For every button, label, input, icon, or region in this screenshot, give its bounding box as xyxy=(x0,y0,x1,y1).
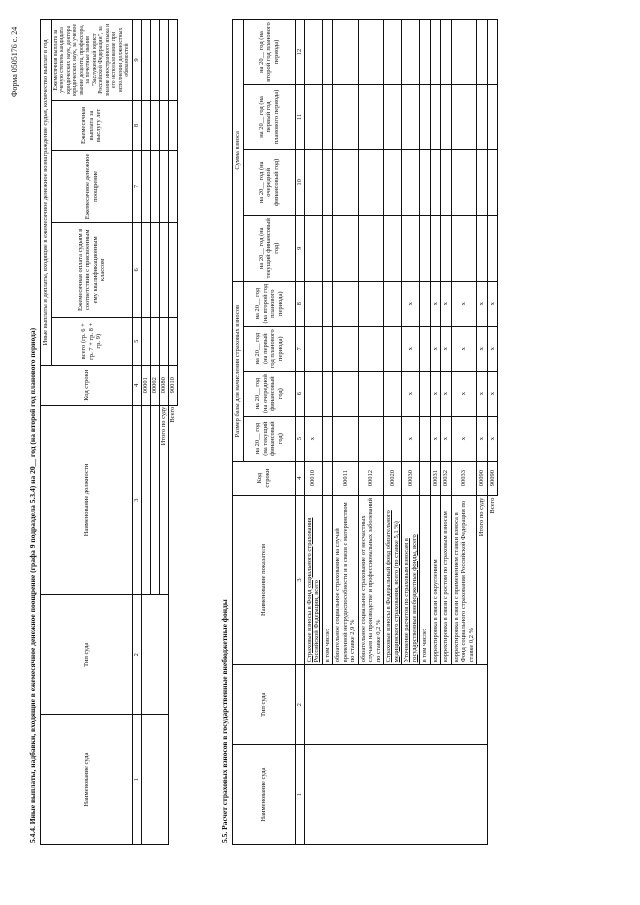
indicator-label: корректировка в связи с ростом по страховым взносам xyxy=(441,495,452,665)
t2-num: 8 xyxy=(295,281,304,326)
row-code: 00002 xyxy=(150,365,159,405)
row-code xyxy=(420,461,431,495)
t2-num: 2 xyxy=(295,665,304,745)
row-code xyxy=(322,461,333,495)
row-code: 00001 xyxy=(141,365,150,405)
section-2-title: 5.5. Расчет страховых взносов в государственные внебюджетные фонды xyxy=(220,599,229,843)
t1-h-type: Тип суда xyxy=(41,595,133,715)
form-code: Форма 0505176 с. 24 xyxy=(10,26,19,97)
indicator-label: корректировка в связи с округлением xyxy=(430,495,441,665)
x-mark: x xyxy=(487,371,498,416)
indicator-label: Страховые взносы в Федеральный фонд обязательного медицинского страхования, всего (по ставке 5,1 %) xyxy=(384,495,402,665)
row-code: 00090 xyxy=(477,461,488,495)
row-code: 00010 xyxy=(304,461,322,495)
row-code: 00011 xyxy=(333,461,359,495)
x-mark: x xyxy=(430,416,441,461)
x-mark: x xyxy=(477,281,488,326)
x-mark: x xyxy=(451,416,477,461)
t1-h-group: Иные выплаты и доплаты, входящие в ежемесячное денежное вознаграждение судьи, количество выплат в год xyxy=(41,20,52,366)
row-code: 90090 xyxy=(487,461,498,495)
vsego-row xyxy=(487,20,498,845)
row-code: 00020 xyxy=(384,461,402,495)
table-2 xyxy=(232,19,498,845)
indicator-label: Страховые взносы в Фонд социального страхования Российской Федерации, всего xyxy=(304,495,322,665)
t1-h-g9: Ежемесячная выплата за ученую степень кандидата юридических наук, доктора юридических наук, за ученое звание доцента, профессора, за почетные звания "Заслуженный юрист Российской Федерации", за знание иностранного языка и его использование при исполнении должностных обязанностей xyxy=(51,20,132,101)
t1-h-total: всего (гр. 6 + гр. 7 + гр. 8 + гр. 9) xyxy=(51,317,132,365)
t2-num: 11 xyxy=(295,84,304,149)
indicator-label: Уточнение расчетов по страховым взносам в государственные внебюджетные фонды, всего xyxy=(402,495,420,665)
x-mark: x xyxy=(304,416,322,461)
table-row xyxy=(141,20,150,845)
t2-h-period: на 20__ год (на очередной финансовый год) xyxy=(243,149,295,215)
x-mark: x xyxy=(477,326,488,371)
x-mark: x xyxy=(477,416,488,461)
t1-num: 9 xyxy=(132,20,141,101)
t1-num: 1 xyxy=(132,715,141,845)
indicator-label: обязательное социальное страхование от несчастных случаев на производстве и профессиональных заболеваний по ставке 0,2 % xyxy=(358,495,384,665)
t2-num: 6 xyxy=(295,371,304,416)
x-mark: x xyxy=(441,326,452,371)
t2-h-sum: Сумма взноса xyxy=(233,20,244,282)
section-1-title: 5.4.4. Иные выплаты, надбавки, входящие в ежемесячное денежное поощрение (графа 9 подраздела 5.3.4) на 20__ год (на второй год планового периода) xyxy=(28,327,37,843)
t2-num: 12 xyxy=(295,20,304,85)
t1-num: 3 xyxy=(132,405,141,595)
vsego-row xyxy=(168,20,177,845)
x-mark: x xyxy=(430,326,441,371)
indicator-label: в том числе: xyxy=(420,495,431,665)
itogo-label: Итого по суду xyxy=(477,495,488,665)
x-mark: x xyxy=(430,281,441,326)
t2-h-period: на 20__ год (на текущий финансовый год) xyxy=(243,215,295,281)
t1-h-position: Наименование должности xyxy=(41,405,133,595)
x-mark: x xyxy=(487,281,498,326)
table-row xyxy=(304,20,322,845)
x-mark: x xyxy=(402,416,420,461)
row-code: 90010 xyxy=(168,365,177,405)
vsego-label: Всего xyxy=(168,405,177,595)
t2-h-period: на 20__ год (на второй год планового периода) xyxy=(243,20,295,85)
x-mark: x xyxy=(430,371,441,416)
x-mark: x xyxy=(487,416,498,461)
row-code: 00080 xyxy=(159,365,168,405)
t2-h-name: Наименование суда xyxy=(233,745,296,845)
t2-h-indicator: Наименование показателя xyxy=(233,495,296,665)
x-mark: x xyxy=(441,281,452,326)
t2-num: 4 xyxy=(295,461,304,495)
t1-h-code: Код строки xyxy=(41,365,133,405)
t2-h-type: Тип суда xyxy=(233,665,296,745)
t1-num: 8 xyxy=(132,100,141,150)
t1-num: 4 xyxy=(132,365,141,405)
t1-num: 7 xyxy=(132,150,141,222)
t2-h-period: на 20__ год (на очередной финансовый год) xyxy=(243,371,295,416)
x-mark: x xyxy=(402,371,420,416)
x-mark: x xyxy=(402,326,420,371)
row-code: 00033 xyxy=(451,461,477,495)
indicator-label: обязательное социальное страхование на случай временной нетрудоспособности и в связи с материнством по ставке 2,9 % xyxy=(333,495,359,665)
t1-h-g8: Ежемесячная выплата за выслугу лет xyxy=(51,100,132,150)
row-code: 00012 xyxy=(358,461,384,495)
t1-h-name: Наименование суда xyxy=(41,715,133,845)
indicator-label: корректировка в связи с применением ставки взноса в Фонд социального страхования Российской Федерации по ставке 0,2 % xyxy=(451,495,477,665)
row-code: 00032 xyxy=(441,461,452,495)
t2-num: 7 xyxy=(295,326,304,371)
t2-num: 10 xyxy=(295,149,304,215)
t2-h-period: на 20__ год (на второй год планового периода) xyxy=(243,281,295,326)
t2-h-base: Размер базы для начисления страховых взносов xyxy=(233,281,244,461)
x-mark: x xyxy=(441,371,452,416)
vsego-label: Всего xyxy=(487,495,498,665)
indicator-label: в том числе: xyxy=(322,495,333,665)
t1-num: 5 xyxy=(132,317,141,365)
row-code: 00031 xyxy=(430,461,441,495)
x-mark: x xyxy=(402,281,420,326)
itogo-label: Итого по суду xyxy=(159,405,168,595)
table-1 xyxy=(40,19,178,845)
t1-h-g7: Ежемесячное денежное поощрение xyxy=(51,150,132,222)
t2-num: 9 xyxy=(295,215,304,281)
t2-num: 5 xyxy=(295,416,304,461)
t1-num: 2 xyxy=(132,595,141,715)
x-mark: x xyxy=(451,326,477,371)
t2-num: 3 xyxy=(295,495,304,665)
t1-num: 6 xyxy=(132,222,141,317)
t2-h-period: на 20__ год (на первый год планового периода) xyxy=(243,84,295,149)
t2-num: 1 xyxy=(295,745,304,845)
x-mark: x xyxy=(451,281,477,326)
t2-h-code: Код строки xyxy=(233,461,296,495)
x-mark: x xyxy=(487,326,498,371)
row-code: 00030 xyxy=(402,461,420,495)
x-mark: x xyxy=(441,416,452,461)
t1-h-g6: Ежемесячная оплата судьям в соответствии с присвоенным ему квалификационным классом xyxy=(51,222,132,317)
x-mark: x xyxy=(477,371,488,416)
t2-h-period: на 20__ год (на текущий финансовый год) xyxy=(243,416,295,461)
x-mark: x xyxy=(451,371,477,416)
t2-h-period: на 20__ год (на первый год планового периода) xyxy=(243,326,295,371)
